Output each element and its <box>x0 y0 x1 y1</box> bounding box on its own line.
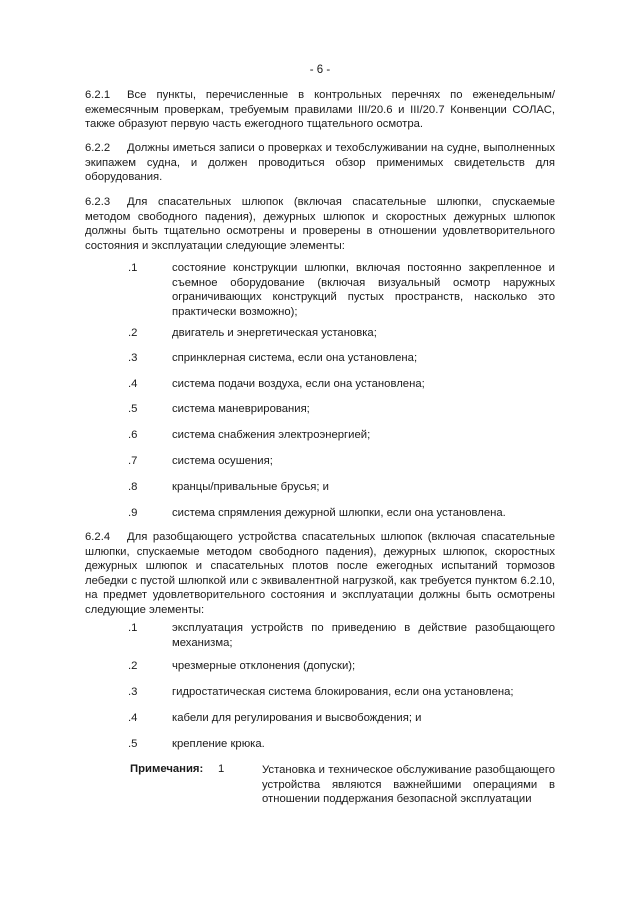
item-text: система осушения; <box>172 455 273 467</box>
paragraph-6-2-1 <box>85 88 555 132</box>
paragraph-6-2-2 <box>85 141 555 185</box>
paragraph-6-2-4 <box>85 530 555 618</box>
paragraph-text: Для разобщающего устройства спасательных шлюпок (включая спасательные шлюпки, спускаемые методом свободного падения), дежурных шлюпок, скоростных дежурных шлюпок и спасательных плотов после ежегодных испытаний тормозов лебедки с пустой шлюпкой или с эквивалентной нагрузкой, как требуется пунктом 6.2.10, на предмет удовлетворительного состояния и эксплуатации должны быть осмотрены следующие элементы: <box>85 531 555 616</box>
item-text: гидростатическая система блокирования, если она установлена; <box>172 686 514 698</box>
item-number: .6 <box>128 429 138 441</box>
note-text: Установка и техническое обслуживание разобщающего устройства являются важнейшими операциями в отношении поддержания безопасной эксплуатации <box>262 764 555 806</box>
paragraph-6-2-3 <box>85 195 555 253</box>
item-text: эксплуатация устройств по приведению в действие разобщающего механизма; <box>172 622 555 649</box>
item-text: чрезмерные отклонения (допуски); <box>172 660 356 672</box>
item-number: .3 <box>128 352 138 364</box>
paragraph-number: 6.2.1 <box>85 89 111 101</box>
paragraph-text: Должны иметься записи о проверках и техобслуживании на судне, выполненных экипажем судна, и должен проводиться обзор применимых свидетельств для оборудования. <box>85 142 555 184</box>
item-number: .5 <box>128 403 138 415</box>
item-text: кранцы/привальные брусья; и <box>172 481 329 493</box>
item-number: .9 <box>128 507 138 519</box>
item-text: система спрямления дежурной шлюпки, если она установлена. <box>172 507 506 519</box>
page-number: - 6 - <box>309 64 331 76</box>
item-text: двигатель и энергетическая установка; <box>172 327 377 339</box>
item-text: система подачи воздуха, если она установлена; <box>172 378 425 390</box>
item-number: .1 <box>128 262 138 274</box>
item-number: .2 <box>128 660 138 672</box>
item-text: система маневрирования; <box>172 403 310 415</box>
paragraph-text: Все пункты, перечисленные в контрольных перечнях по еженедельным/ежемесячным проверкам, требуемым правилами III/20.6 и III/20.7 Конвенции СОЛАС, также образуют первую часть ежегодного тщательного осмотра. <box>85 89 555 131</box>
note-number: 1 <box>218 763 225 775</box>
notes-label: Примечания: <box>130 763 204 775</box>
item-text: кабели для регулирования и высвобождения; и <box>172 712 422 724</box>
item-text: состояние конструкции шлюпки, включая постоянно закрепленное и съемное оборудование (включая визуальный осмотр наружных ограничивающих конструкций пустых пространств, насколько это практически возможно); <box>172 262 555 318</box>
paragraph-number: 6.2.3 <box>85 196 111 208</box>
item-text: крепление крюка. <box>172 738 265 750</box>
item-number: .1 <box>128 622 138 634</box>
item-text: спринклерная система, если она установлена; <box>172 352 418 364</box>
paragraph-text: Для спасательных шлюпок (включая спасательные шлюпки, спускаемые методом свободного падения), дежурных шлюпок и скоростных дежурных шлюпок должны быть тщательно осмотрены и проверены в отношении удовлетворительного состояния и эксплуатации следующие элементы: <box>85 196 555 252</box>
item-number: .7 <box>128 455 138 467</box>
item-number: .5 <box>128 738 138 750</box>
paragraph-number: 6.2.4 <box>85 531 111 543</box>
item-number: .4 <box>128 378 138 390</box>
item-text: система снабжения электроэнергией; <box>172 429 371 441</box>
item-number: .3 <box>128 686 138 698</box>
item-number: .2 <box>128 327 138 339</box>
item-number: .8 <box>128 481 138 493</box>
item-number: .4 <box>128 712 138 724</box>
paragraph-number: 6.2.2 <box>85 142 111 154</box>
